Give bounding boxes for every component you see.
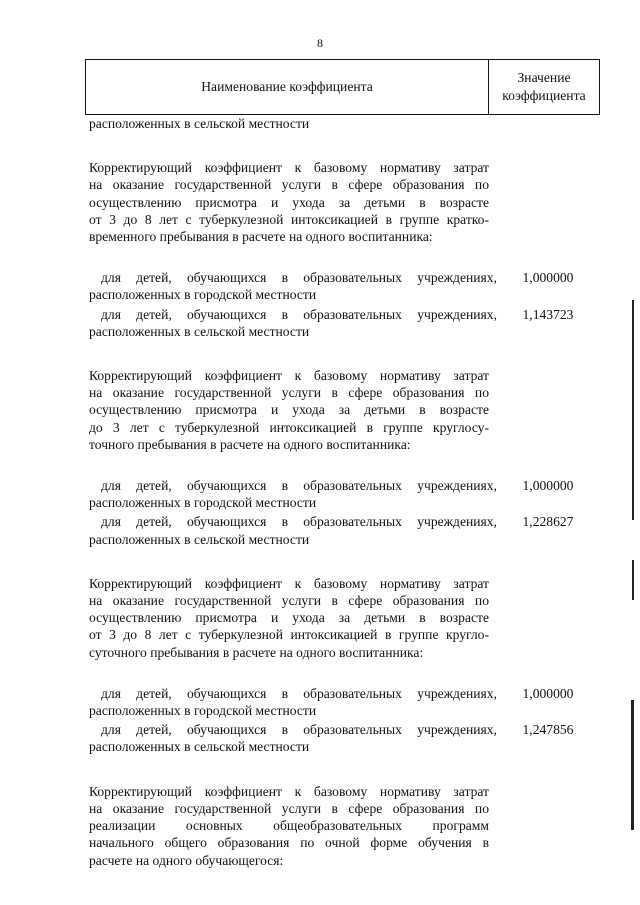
document-body xyxy=(89,115,599,869)
coefficient-row-label xyxy=(89,306,497,340)
coefficient-block xyxy=(89,575,599,756)
coefficient-value: 1,228627 xyxy=(522,514,574,530)
coefficient-description xyxy=(89,367,489,453)
coefficient-row xyxy=(89,306,599,340)
description-line: суточного пребывания в расчете на одного воспитанника: xyxy=(89,644,424,660)
description-line: от 3 до 8 лет с туберкулезной интоксикацией в группе кругло- xyxy=(89,627,489,643)
coefficient-row-label xyxy=(89,513,497,547)
coefficient-value: 1,143723 xyxy=(522,306,574,322)
coefficient-row xyxy=(89,721,599,755)
description-line: точного пребывания в расчете на одного воспитанника: xyxy=(89,436,411,452)
coefficient-row xyxy=(89,685,599,719)
coefficient-row-label xyxy=(89,269,497,303)
description-line: Корректирующий коэффициент к базовому нормативу затрат xyxy=(89,575,489,591)
scan-artifact-line xyxy=(632,300,634,520)
coefficient-value: 1,000000 xyxy=(522,478,574,494)
description-line: Корректирующий коэффициент к базовому нормативу затрат xyxy=(89,368,489,384)
coefficient-table-header xyxy=(85,59,600,115)
description-line: Корректирующий коэффициент к базовому нормативу затрат xyxy=(89,783,489,799)
description-line: временного пребывания в расчете на одного воспитанника: xyxy=(89,229,433,245)
coefficient-value: 1,000000 xyxy=(522,685,574,701)
coefficient-rows xyxy=(89,477,599,548)
coefficient-name-column-header: Наименование коэффициента xyxy=(86,60,489,114)
description-line: на оказание государственной услуги в сфере образования по xyxy=(89,800,489,816)
description-line: осуществлению присмотра и ухода за детьми в возрасте xyxy=(89,194,489,210)
coefficient-row xyxy=(89,269,599,303)
description-line: осуществлению присмотра и ухода за детьми в возрасте xyxy=(89,610,489,626)
row-label-line-2: расположенных в городской местности xyxy=(89,287,317,303)
coefficient-block xyxy=(89,783,599,869)
coefficient-rows xyxy=(89,269,599,340)
coefficient-value-column-header xyxy=(489,60,599,114)
row-label-line-2: расположенных в сельской местности xyxy=(89,531,310,547)
coefficient-row xyxy=(89,477,599,511)
scan-artifact-line xyxy=(632,560,634,600)
row-label-line-2: расположенных в городской местности xyxy=(89,495,317,511)
description-line: до 3 лет с туберкулезной интоксикацией в группе круглосу- xyxy=(89,419,489,435)
coefficient-row-label xyxy=(89,685,497,719)
coefficient-block xyxy=(89,159,599,340)
row-label-line-1: для детей, обучающихся в образовательных учреждениях, xyxy=(101,722,497,738)
row-label-line-2: расположенных в городской местности xyxy=(89,703,317,719)
value-header-line-2: коэффициента xyxy=(502,88,586,103)
value-header-line-1: Значение xyxy=(517,70,571,85)
continued-line: расположенных в сельской местности xyxy=(89,116,310,131)
description-line: реализации основных общеобразовательных программ xyxy=(89,818,489,834)
coefficient-value: 1,000000 xyxy=(522,270,574,286)
coefficient-description xyxy=(89,159,489,245)
row-label-line-2: расположенных в сельской местности xyxy=(89,323,310,339)
scan-artifact-line xyxy=(631,700,634,830)
row-label-line-1: для детей, обучающихся в образовательных учреждениях, xyxy=(101,685,497,701)
description-line: начального общего образования по очной форме обучения в xyxy=(89,835,489,851)
coefficient-blocks xyxy=(89,159,599,869)
description-line: на оказание государственной услуги в сфере образования по xyxy=(89,593,489,609)
coefficient-value: 1,247856 xyxy=(522,722,574,738)
coefficient-block xyxy=(89,367,599,548)
coefficient-row-label xyxy=(89,477,497,511)
coefficient-row xyxy=(89,513,599,547)
row-label-line-1: для детей, обучающихся в образовательных учреждениях, xyxy=(101,478,497,494)
description-line: расчете на одного обучающегося: xyxy=(89,852,284,868)
description-line: осуществлению присмотра и ухода за детьми в возрасте xyxy=(89,402,489,418)
coefficient-description xyxy=(89,783,489,869)
coefficient-rows xyxy=(89,685,599,756)
page-number: 8 xyxy=(317,36,323,50)
coefficient-description xyxy=(89,575,489,661)
row-label-line-2: расположенных в сельской местности xyxy=(89,739,310,755)
coefficient-row-label xyxy=(89,721,497,755)
row-label-line-1: для детей, обучающихся в образовательных учреждениях, xyxy=(101,306,497,322)
description-line: от 3 до 8 лет с туберкулезной интоксикацией в группе кратко- xyxy=(89,211,489,227)
row-label-line-1: для детей, обучающихся в образовательных учреждениях, xyxy=(101,514,497,530)
description-line: на оказание государственной услуги в сфере образования по xyxy=(89,385,489,401)
description-line: Корректирующий коэффициент к базовому нормативу затрат xyxy=(89,160,489,176)
scan-edge xyxy=(634,0,640,905)
row-label-line-1: для детей, обучающихся в образовательных учреждениях, xyxy=(101,270,497,286)
description-line: на оказание государственной услуги в сфере образования по xyxy=(89,177,489,193)
